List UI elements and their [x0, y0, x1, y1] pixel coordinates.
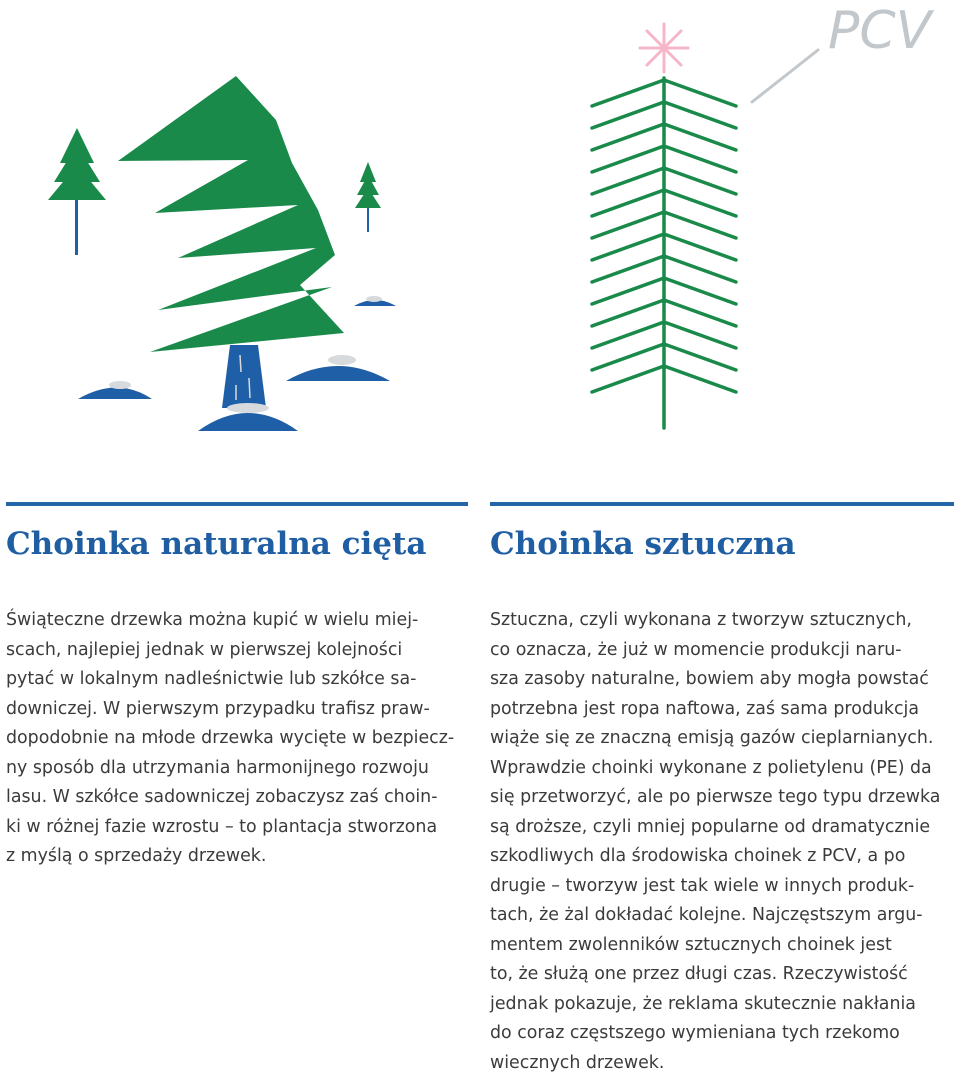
text-line: ny sposób dla utrzymania harmonijnego rozwoju	[6, 754, 472, 784]
text-line: drugie – tworzyw jest tak wiele w innych produk-	[490, 872, 956, 902]
text-line: sza zasoby naturalne, bowiem aby mogła powstać	[490, 665, 956, 695]
text-line: Wprawdzie choinki wykonane z polietylenu (PE) da	[490, 754, 956, 784]
text-line: dopodobnie na młode drzewka wycięte w bezpiecz-	[6, 724, 472, 754]
small-tree-left-icon	[48, 128, 106, 255]
pcv-label: PCV	[828, 1, 935, 61]
text-line: downiczej. W pierwszym przypadku trafisz praw-	[6, 695, 472, 725]
artificial-tree-scene	[592, 1, 935, 428]
artificial-tree-heading: Choinka sztuczna	[490, 522, 796, 566]
right-column-rule	[490, 502, 954, 506]
star-icon	[640, 24, 688, 72]
natural-tree-scene	[48, 76, 396, 431]
text-line: z myślą o sprzedaży drzewek.	[6, 842, 472, 872]
text-line: to, że służą one przez długi czas. Rzeczywistość	[490, 960, 956, 990]
text-line: potrzebna jest ropa naftowa, zaś sama produkcja	[490, 695, 956, 725]
illustration	[0, 0, 960, 480]
text-line: mentem zwolenników sztucznych choinek jest	[490, 931, 956, 961]
text-line: wiecznych drzewek.	[490, 1049, 956, 1078]
text-line: co oznacza, że już w momencie produkcji naru-	[490, 636, 956, 666]
text-line: scach, najlepiej jednak w pierwszej kolejności	[6, 636, 472, 666]
natural-tree-heading: Choinka naturalna cięta	[6, 522, 426, 566]
text-line: tach, że żal dokładać kolejne. Najczęstszym argu-	[490, 901, 956, 931]
text-line: pytać w lokalnym nadleśnictwie lub szkółce sa-	[6, 665, 472, 695]
artificial-tree-paragraph	[490, 606, 956, 1078]
left-column-rule	[6, 502, 468, 506]
natural-tree-paragraph	[6, 606, 472, 872]
text-line: jednak pokazuje, że reklama skutecznie nakłania	[490, 990, 956, 1020]
text-line: wiąże się ze znaczną emisją gazów cieplarnianych.	[490, 724, 956, 754]
text-line: do coraz częstszego wymieniana tych rzekomo	[490, 1019, 956, 1049]
tiny-tree-right-icon	[355, 162, 381, 232]
artificial-tree-icon	[592, 78, 736, 428]
text-line: są droższe, czyli mniej popularne od dramatycznie	[490, 813, 956, 843]
text-line: Świąteczne drzewka można kupić w wielu miej-	[6, 606, 472, 636]
text-line: się przetworzyć, ale po pierwsze tego typu drzewka	[490, 783, 956, 813]
pcv-pointer-line	[752, 50, 818, 102]
text-line: lasu. W szkółce sadowniczej zobaczysz zaś choin-	[6, 783, 472, 813]
large-pine-tree-icon	[118, 76, 344, 408]
text-line: Sztuczna, czyli wykonana z tworzyw sztucznych,	[490, 606, 956, 636]
text-line: ki w różnej fazie wzrostu – to plantacja stworzona	[6, 813, 472, 843]
text-line: szkodliwych dla środowiska choinek z PCV, a po	[490, 842, 956, 872]
